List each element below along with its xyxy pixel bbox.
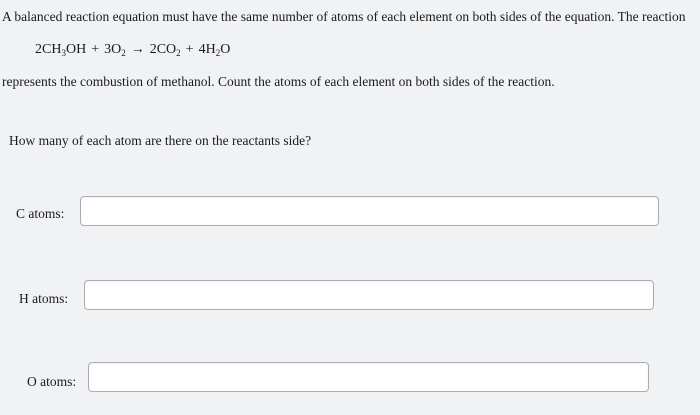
methanol-subscript: 3 xyxy=(61,48,66,58)
water-formula-part1: H xyxy=(205,42,216,57)
oxygen-formula: O xyxy=(111,42,122,57)
problem-intro: A balanced reaction equation must have the same number of atoms of each element on both sides of the equation. The reaction xyxy=(2,9,686,24)
carbon-dioxide-subscript: 2 xyxy=(176,48,181,58)
plus-sign: + xyxy=(185,42,194,57)
coefficient-methanol: 2 xyxy=(35,42,42,57)
o-atoms-input[interactable] xyxy=(88,362,649,392)
water-subscript: 2 xyxy=(215,48,221,58)
carbon-dioxide-formula: CO xyxy=(156,42,177,57)
methanol-formula-part2: OH xyxy=(65,42,87,57)
h-atoms-label: H atoms: xyxy=(19,291,69,306)
water-formula-part2: O xyxy=(220,42,231,57)
o-atoms-label: O atoms: xyxy=(27,374,77,389)
c-atoms-input[interactable] xyxy=(80,196,659,226)
reaction-arrow: → xyxy=(130,42,145,57)
oxygen-subscript: 2 xyxy=(121,48,126,58)
coefficient-water: 4 xyxy=(198,42,206,57)
coefficient-carbon-dioxide: 2 xyxy=(149,42,157,57)
c-atoms-label: C atoms: xyxy=(16,206,65,221)
methanol-formula-part1: CH xyxy=(42,42,62,57)
plus-sign: + xyxy=(91,42,100,57)
h-atoms-input[interactable] xyxy=(84,280,654,310)
question-text: How many of each atom are there on the reactants side? xyxy=(9,133,312,148)
problem-description: represents the combustion of methanol. Count the atoms of each element on both sides of the reaction. xyxy=(2,74,555,89)
coefficient-oxygen: 3 xyxy=(104,42,112,57)
reaction-equation xyxy=(35,41,230,59)
